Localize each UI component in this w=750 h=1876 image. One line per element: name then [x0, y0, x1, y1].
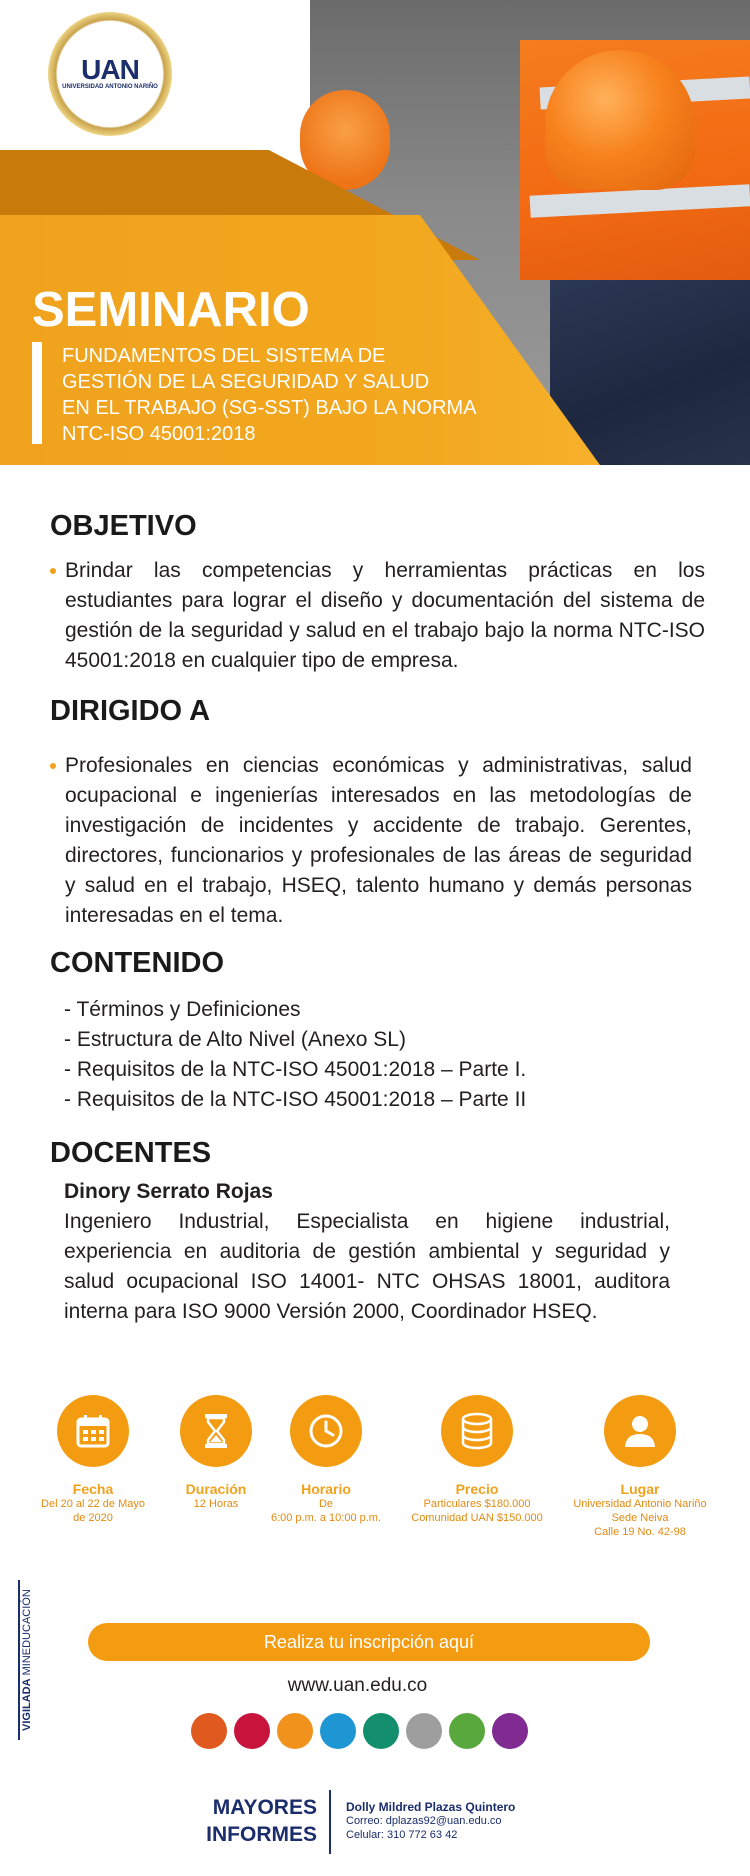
vigilada-bold: VIGILADA [21, 1678, 33, 1731]
logo-subtext: UNIVERSIDAD ANTONIO NARIÑO [62, 84, 158, 90]
contenido-list [64, 995, 705, 1115]
list-item: - Requisitos de la NTC-ISO 45001:2018 – Parte II [64, 1085, 705, 1115]
subtitle-line: EN EL TRABAJO (SG-SST) BAJO LA NORMA [62, 397, 477, 419]
objetivo-section [50, 508, 705, 676]
contact-divider [329, 1790, 331, 1854]
dirigido-section [50, 693, 692, 931]
color-dot [363, 1713, 399, 1749]
subtitle-line: FUNDAMENTOS DEL SISTEMA DE [62, 345, 386, 367]
contact-phone[interactable]: Celular: 310 772 63 42 [346, 1829, 458, 1841]
docente-description: Ingeniero Industrial, Especialista en higiene industrial, experiencia en auditoria de gestión ambiental y seguridad y salud ocupacional ISO 14001- NTC OHSAS 18001, auditora interna para ISO 9000 Versión 2000, Coordinador HSEQ. [64, 1210, 670, 1323]
coins-icon [441, 1395, 513, 1467]
info-value: Del 20 al 22 de Mayo [41, 1498, 145, 1510]
docente-name: Dinory Serrato Rojas [64, 1180, 273, 1203]
info-label: Precio [455, 1481, 499, 1497]
hero-banner [0, 0, 750, 465]
calendar-icon [57, 1395, 129, 1467]
info-label: Fecha [72, 1481, 114, 1497]
vigilada-label [21, 1581, 33, 1731]
objetivo-heading: OBJETIVO [50, 510, 197, 542]
website-link[interactable]: www.uan.edu.co [287, 1675, 428, 1696]
subtitle-line: NTC-ISO 45001:2018 [62, 423, 256, 445]
person-icon [604, 1395, 676, 1467]
info-value: Comunidad UAN $150.000 [411, 1512, 543, 1524]
objetivo-text: Brindar las competencias y herramientas prácticas en los estudiantes para lograr el diseño y documentación del sistema de gestión de la seguridad y salud en el trabajo bajo la norma NTC-ISO 45001:2018 en cualquier tipo de empresa. [50, 556, 705, 676]
info-precio [402, 1395, 552, 1525]
info-duracion [166, 1395, 266, 1511]
info-lugar [560, 1395, 720, 1539]
register-button[interactable]: Realiza tu inscripción aquí [88, 1623, 650, 1661]
docentes-section [50, 1135, 670, 1327]
dirigido-text: Profesionales en ciencias económicas y administrativas, salud ocupacional e ingenierías interesados en las metodologías de investigación de incidentes y accidente de trabajo. Gerentes, directores, funcionarios y profesionales de las áreas de seguridad y salud en el trabajo, HSEQ, talento humano y demás personas interesadas en el tema. [50, 751, 692, 931]
heading-line: INFORMES [206, 1823, 317, 1846]
list-item: - Términos y Definiciones [64, 995, 705, 1025]
heading-line: MAYORES [212, 1796, 317, 1819]
info-value: De [318, 1498, 334, 1510]
seminar-subtitle [62, 343, 552, 447]
helmet-image [545, 50, 695, 190]
contenido-section [50, 945, 705, 1115]
color-dot [492, 1713, 528, 1749]
contenido-heading: CONTENIDO [50, 947, 224, 979]
color-dot [234, 1713, 270, 1749]
info-label: Horario [301, 1481, 351, 1497]
contact-name: Dolly Mildred Plazas Quintero [346, 1800, 516, 1814]
docentes-heading: DOCENTES [50, 1137, 212, 1169]
color-dot [406, 1713, 442, 1749]
mayores-informes-heading [195, 1794, 317, 1848]
info-value: 12 Horas [193, 1498, 239, 1510]
list-item: - Requisitos de la NTC-ISO 45001:2018 – Parte I. [64, 1055, 705, 1085]
clock-icon [290, 1395, 362, 1467]
info-horario [261, 1395, 391, 1525]
info-value: Calle 19 No. 42-98 [594, 1526, 686, 1538]
hero-photo-jeans [550, 270, 750, 465]
title-divider [32, 342, 42, 444]
info-value: Sede Neiva [611, 1512, 669, 1524]
info-value: Particulares $180.000 [423, 1498, 531, 1510]
contact-info [346, 1800, 515, 1842]
color-dot [277, 1713, 313, 1749]
dirigido-heading: DIRIGIDO A [50, 695, 211, 727]
color-dot [320, 1713, 356, 1749]
info-value: de 2020 [73, 1512, 113, 1524]
uan-logo[interactable] [48, 12, 172, 136]
color-dot [191, 1713, 227, 1749]
contact-email[interactable]: Correo: dplazas92@uan.edu.co [346, 1815, 502, 1827]
vigilada-divider [18, 1580, 20, 1740]
vigilada-rest: MINEDUCACIÓN [21, 1589, 33, 1679]
page-title: SEMINARIO [32, 283, 310, 337]
info-value: 6:00 p.m. a 10:00 p.m. [270, 1512, 382, 1524]
list-item: - Estructura de Alto Nivel (Anexo SL) [64, 1025, 705, 1055]
info-label: Duración [185, 1481, 247, 1497]
info-fecha [18, 1395, 168, 1525]
subtitle-line: GESTIÓN DE LA SEGURIDAD Y SALUD [62, 371, 430, 393]
hourglass-icon [180, 1395, 252, 1467]
color-dot [449, 1713, 485, 1749]
logo-text: UAN [81, 54, 139, 85]
info-value: Universidad Antonio Nariño [573, 1498, 707, 1510]
info-label: Lugar [620, 1481, 660, 1497]
